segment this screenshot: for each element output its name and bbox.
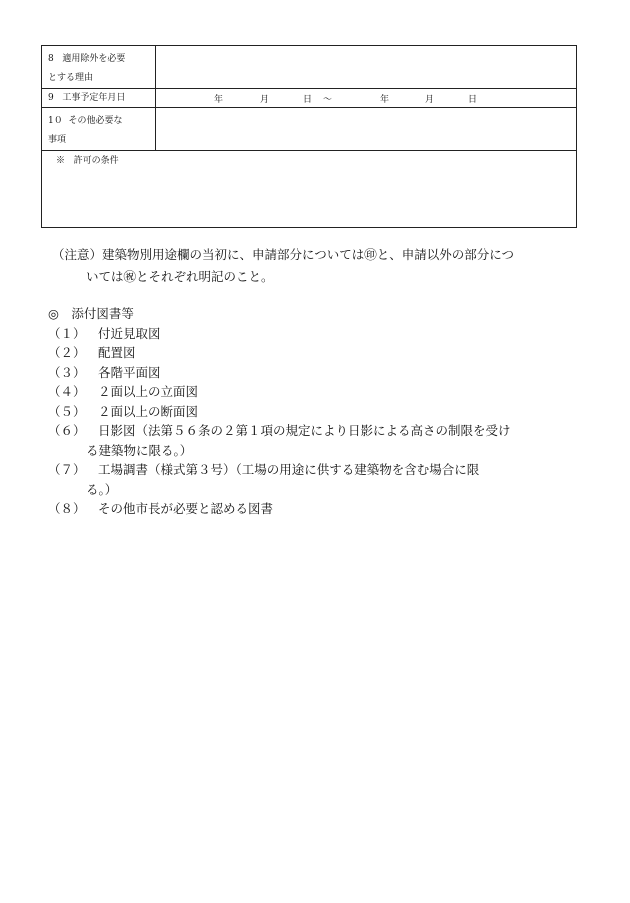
row-permit-conditions <box>42 151 577 228</box>
construction-date-field[interactable] <box>156 89 577 108</box>
note-line: いては㊗とそれぞれ明記のこと。 <box>86 269 274 284</box>
label-text: 事項 <box>48 135 67 145</box>
day-unit: 日 <box>303 95 313 105</box>
note-line: （注意）建築物別用途欄の当初に、申請部分については㊞と、申請以外の部分につ <box>52 247 515 262</box>
attached-documents <box>48 304 592 519</box>
year-unit: 年 <box>380 95 390 105</box>
item-number: （４） <box>48 384 86 399</box>
list-item <box>48 499 592 519</box>
item-number: （１） <box>48 325 86 341</box>
list-item <box>48 460 592 499</box>
item-text: 各階平面図 <box>98 364 161 380</box>
row-number: 9 <box>48 93 54 103</box>
label-text: 工事予定年月日 <box>62 93 126 103</box>
list-item <box>48 324 592 344</box>
row-number: 8 <box>48 54 54 64</box>
item-text: ２面以上の断面図 <box>98 403 199 419</box>
label-text: その他必要な <box>68 116 123 126</box>
list-item <box>48 343 592 363</box>
label-text: 許可の条件 <box>73 156 119 166</box>
item-text: 日影図（法第５６条の２第１項の規定により日影による高さの制限を受け <box>98 423 511 438</box>
item-text: ２面以上の立面図 <box>98 384 199 399</box>
item-text: 付近見取図 <box>98 325 161 341</box>
row-other-matters <box>42 108 577 151</box>
item-text: 工場調書（様式第３号）（工場の用途に供する建築物を含む場合に限 <box>98 462 480 477</box>
list-item <box>48 421 592 460</box>
row-construction-date <box>42 89 577 108</box>
item-number: （２） <box>48 345 86 360</box>
item-text-block <box>86 421 592 460</box>
label-text: 適用除外を必要 <box>62 54 126 64</box>
list-item <box>48 382 592 402</box>
other-matters-field[interactable] <box>156 108 577 151</box>
item-text-continuation: る。） <box>86 481 118 497</box>
attached-documents-title: ◎ 添付図書等 <box>48 306 134 321</box>
month-unit: 月 <box>260 95 270 105</box>
caution-note <box>52 244 587 288</box>
item-number: （５） <box>48 403 86 419</box>
row-number: 1０ <box>48 116 63 126</box>
item-number: （７） <box>48 462 86 477</box>
application-form-table <box>41 45 577 228</box>
item-number: （８） <box>48 501 86 516</box>
exemption-reason-field[interactable] <box>156 46 577 89</box>
row-exemption-reason-label <box>42 46 156 89</box>
reference-mark: ※ <box>56 156 66 166</box>
day-unit: 日 <box>468 95 478 105</box>
item-text-block <box>86 460 592 499</box>
range-tilde: 〜 <box>323 95 333 105</box>
row-exemption-reason <box>42 46 577 89</box>
row-construction-date-label <box>42 89 156 108</box>
item-text-continuation: る建築物に限る。） <box>86 442 193 458</box>
month-unit: 月 <box>425 95 435 105</box>
item-number: （６） <box>48 423 86 438</box>
item-text: 配置図 <box>98 345 136 360</box>
item-number: （３） <box>48 364 86 380</box>
item-text: その他市長が必要と認める図書 <box>98 501 274 516</box>
label-text: とする理由 <box>48 73 94 83</box>
year-unit: 年 <box>214 95 224 105</box>
list-item <box>48 363 592 383</box>
row-other-matters-label <box>42 108 156 151</box>
permit-conditions-field[interactable] <box>42 151 577 228</box>
list-item <box>48 402 592 422</box>
